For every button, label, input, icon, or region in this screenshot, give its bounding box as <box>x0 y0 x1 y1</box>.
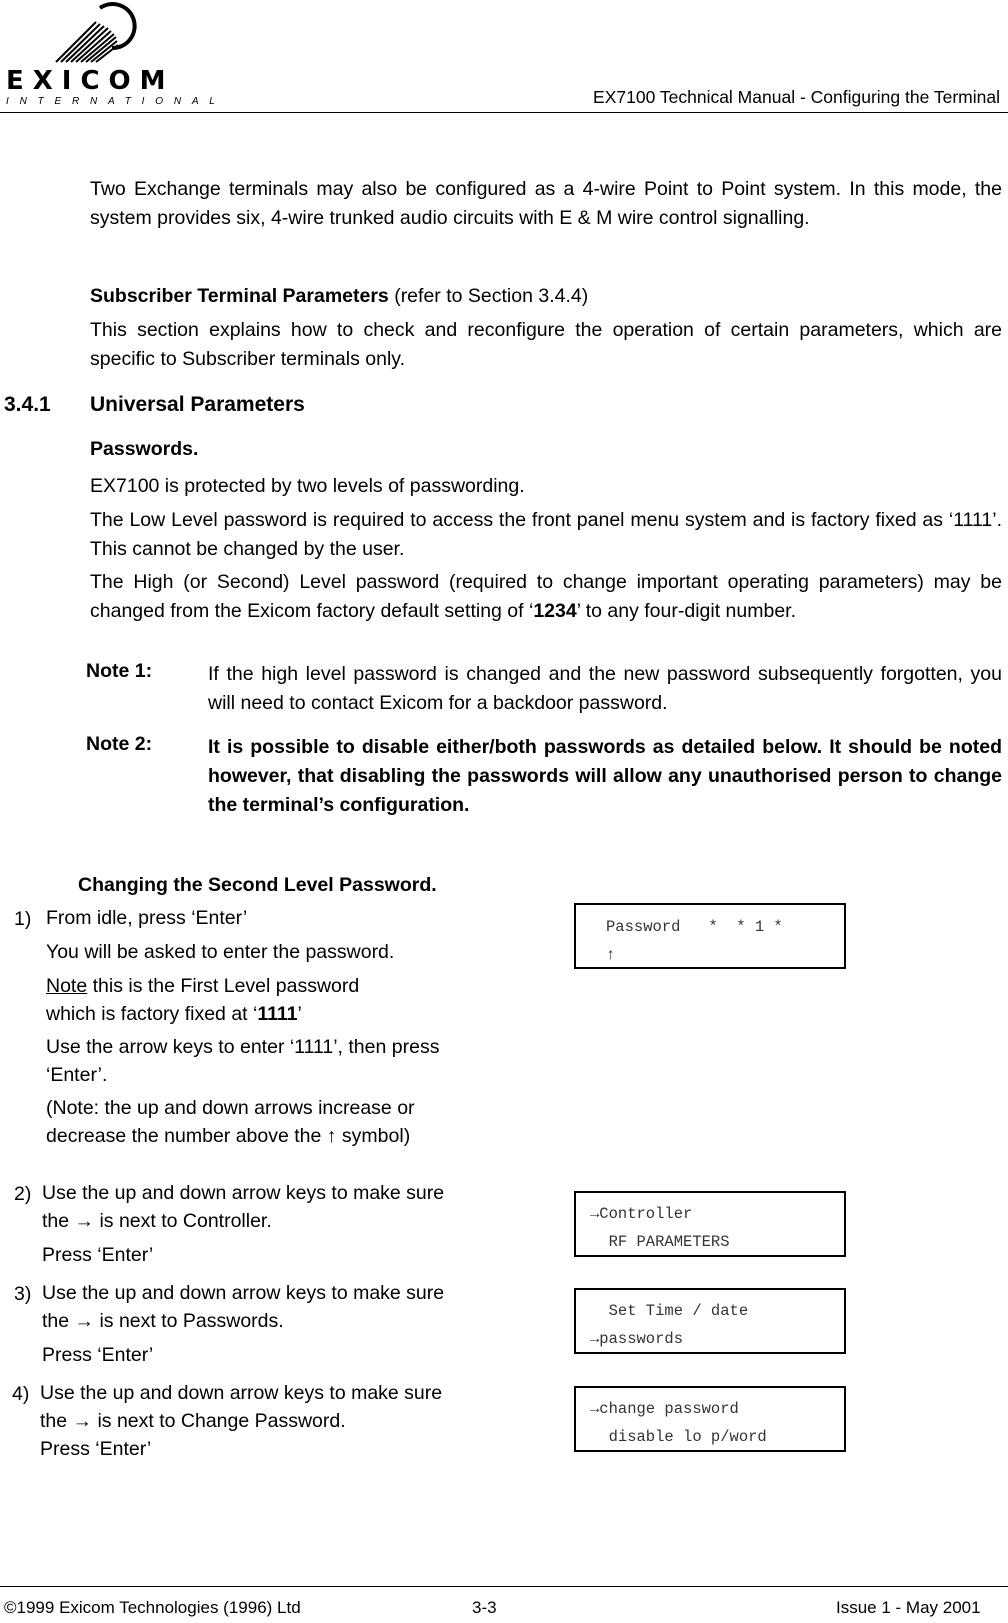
logo-wordmark: EXICOM <box>6 66 175 96</box>
lcd-display-controller <box>574 1191 846 1257</box>
subscriber-heading-line <box>90 282 1002 311</box>
exicom-logo <box>0 0 226 110</box>
factory-password: 1111 <box>257 1003 298 1025</box>
up-arrow-cursor-icon: ↑ <box>606 946 616 964</box>
note-text: this is the First Level password <box>87 975 360 997</box>
low-level-paragraph <box>90 506 1002 564</box>
footer-issue: Issue 1 - May 2001 <box>836 1598 981 1617</box>
p3-pre: The High (or Second) Level password (required to change important operating parameters) may be changed from the Exicom factory default setting of ‘ <box>90 571 1002 622</box>
step-4-line-2: Press ‘Enter’ <box>40 1438 152 1460</box>
step-3-number: 3) <box>14 1283 32 1305</box>
intro-paragraph <box>90 175 1002 233</box>
lcd-line-1: →change password <box>590 1400 739 1418</box>
step-1-line-5: Use the arrow keys to enter ‘1111’, then press ‘Enter’. <box>46 1036 440 1086</box>
lcd-line-1: Set Time / date <box>590 1302 749 1320</box>
section-number: 3.4.1 <box>4 393 51 416</box>
lcd-display-change-password <box>574 1386 846 1452</box>
lcd-display-password <box>574 903 846 969</box>
subscriber-heading: Subscriber Terminal Parameters <box>90 285 389 307</box>
passwords-p3 <box>90 568 1002 626</box>
footer-divider <box>0 1586 1008 1587</box>
document-header-title: EX7100 Technical Manual - Configuring the Terminal <box>593 87 1000 107</box>
footer-copyright: ©1999 Exicom Technologies (1996) Ltd <box>4 1598 301 1617</box>
step-2-line-1: Use the up and down arrow keys to make sure the → is next to Controller. <box>42 1182 445 1232</box>
step-3-line-1: Use the up and down arrow keys to make sure the → is next to Passwords. <box>42 1282 445 1332</box>
logo-subtitle: INTERNATIONAL <box>6 96 226 107</box>
step-3-line-2: Press ‘Enter’ <box>42 1344 154 1366</box>
lcd-display-passwords <box>574 1288 846 1354</box>
lcd-line-2: RF PARAMETERS <box>590 1233 730 1251</box>
note-1-label: Note 1: <box>86 660 153 682</box>
subscriber-reference: (refer to Section 3.4.4) <box>388 285 589 307</box>
section-title: Universal Parameters <box>90 393 305 416</box>
step-1-line-1: From idle, press ‘Enter’ <box>46 907 248 929</box>
step-2 <box>42 1179 462 1270</box>
lcd-line-2: disable lo p/word <box>590 1428 767 1446</box>
step-1-line-2: You will be asked to enter the password. <box>46 941 395 963</box>
step-1-note <box>46 972 466 1028</box>
lcd-line-1: →Controller <box>590 1205 693 1223</box>
p3-post: ’ to any four-digit number. <box>576 600 797 622</box>
subscriber-paragraph <box>90 316 1002 374</box>
note-1-text: If the high level password is changed and the new password subsequently forgotten, you will need to contact Exicom for a backdoor password. <box>208 663 1002 714</box>
header-divider <box>0 112 1008 113</box>
step-1-line-6: (Note: the up and down arrows increase or decrease the number above the ↑ symbol) <box>46 1097 415 1147</box>
intro-text: Two Exchange terminals may also be configured as a 4-wire Point to Point system. In this mode, the system provides six, 4-wire trunked audio circuits with E & M wire control signalling. <box>90 178 1002 229</box>
step-4-line-1: Use the up and down arrow keys to make sure the → is next to Change Password. <box>40 1382 443 1432</box>
step-4-number: 4) <box>12 1383 30 1405</box>
default-password: 1234 <box>533 600 577 622</box>
note-2-text: It is possible to disable either/both passwords as detailed below. It should be noted however, that disabling the passwords will allow any unauthorised person to change the terminal’s configuration. <box>208 736 1002 816</box>
step-4 <box>40 1379 470 1464</box>
subscriber-text: This section explains how to check and reconfigure the operation of certain parameters, which are specific to Subscriber terminals only. <box>90 319 1002 370</box>
step-2-number: 2) <box>14 1183 32 1205</box>
procedure-title: Changing the Second Level Password. <box>78 874 437 896</box>
step-3 <box>42 1279 462 1370</box>
factory-close: ’ <box>297 1003 302 1025</box>
note-2-label: Note 2: <box>86 733 153 755</box>
logo-comet-icon <box>0 0 180 70</box>
lcd-line-2: →passwords <box>590 1330 684 1348</box>
note-underlined: Note <box>46 975 88 997</box>
footer-page-number: 3-3 <box>472 1598 497 1617</box>
lcd-line-1: Password * * 1 * <box>606 918 783 936</box>
step-1 <box>46 904 466 1150</box>
high-level-paragraph <box>90 568 1002 626</box>
step-2-line-2: Press ‘Enter’ <box>42 1244 154 1266</box>
factory-text: which is factory fixed at ‘ <box>46 1003 258 1025</box>
step-1-number: 1) <box>14 908 32 930</box>
passwords-p1: EX7100 is protected by two levels of passwording. <box>90 475 525 497</box>
passwords-p2: The Low Level password is required to access the front panel menu system and is factory fixed as ‘1111’. This cannot be changed by the user. <box>90 509 1002 560</box>
passwords-intro <box>90 472 1002 501</box>
passwords-heading: Passwords. <box>90 438 199 460</box>
